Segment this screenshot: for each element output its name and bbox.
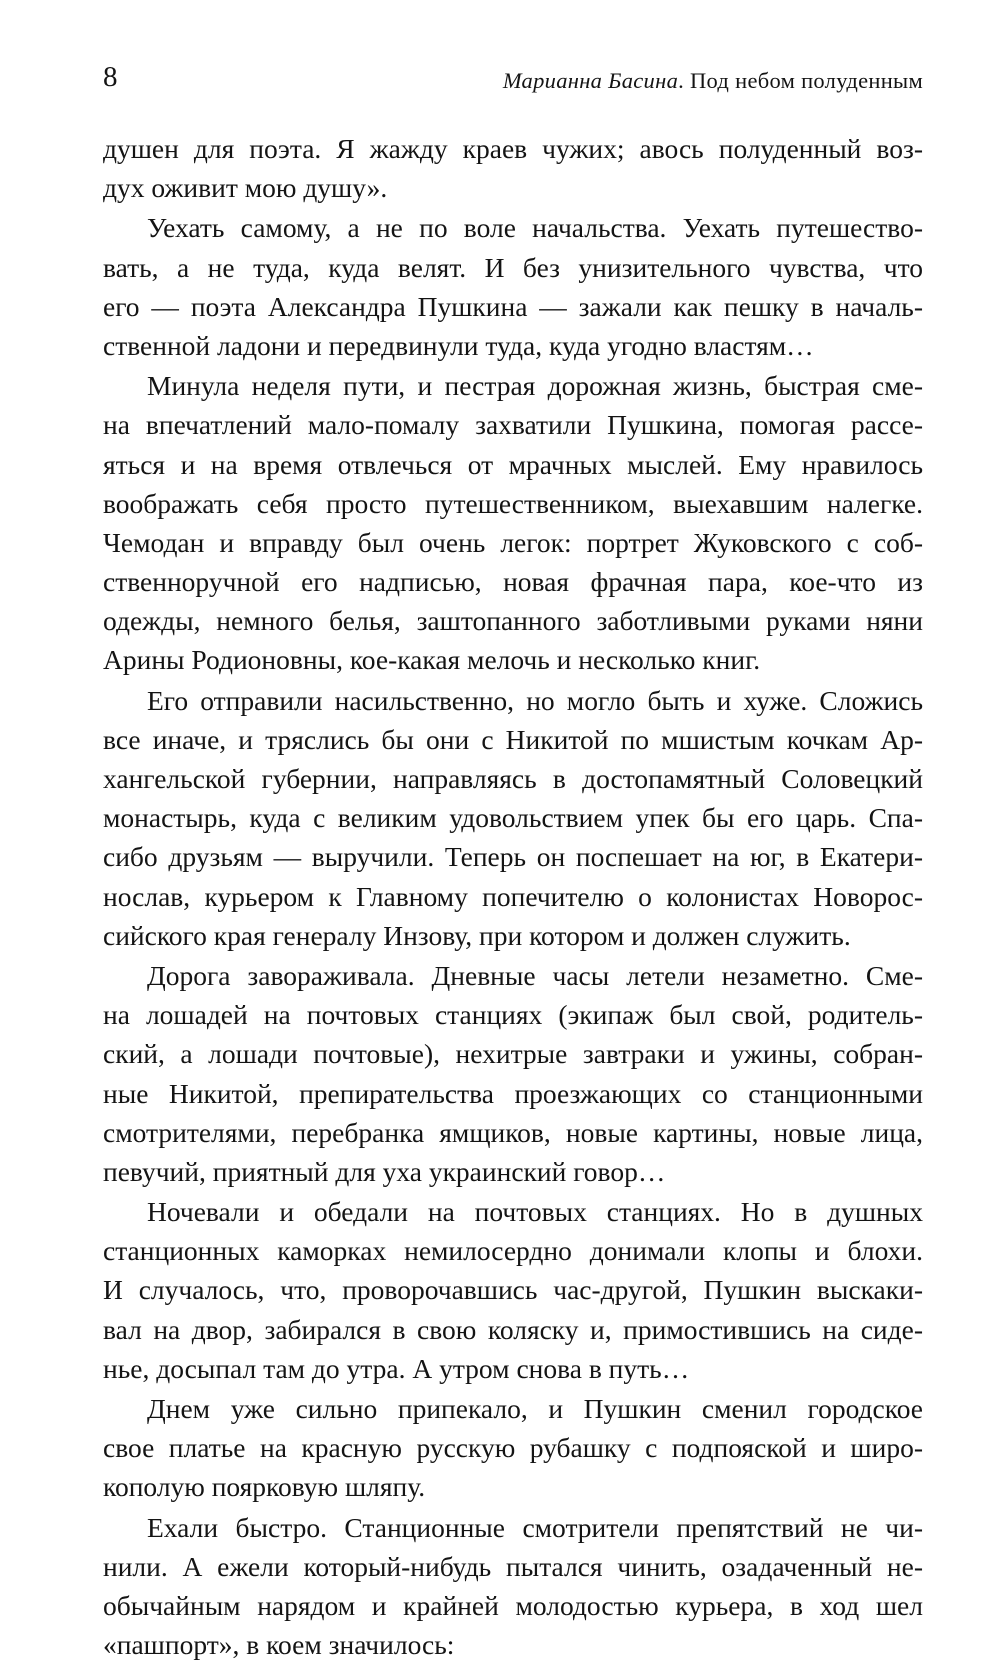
text-line: Чемодан и вправду был очень легок: портрет Жуковского с соб- xyxy=(103,526,923,558)
text-line: вал на двор, забирался в свою коляску и, примостившись на сиде- xyxy=(103,1313,923,1345)
text-line: Арины Родионовны, кое-какая мелочь и несколько книг. xyxy=(103,644,761,676)
text-line: ственной ладони и передвинули туда, куда угодно властям… xyxy=(103,329,814,361)
text-line: нослав, курьером к Главному попечителю о колонистах Новорос- xyxy=(103,880,923,912)
text-line: на впечатлений мало-помалу захватили Пушкина, помогая рассе- xyxy=(103,409,923,441)
text-line: Дорога завораживала. Дневные часы летели незаметно. Сме- xyxy=(147,959,923,991)
text-line: на лошадей на почтовых станциях (экипаж был свой, родитель- xyxy=(103,999,923,1031)
text-line: дух оживит мою душу». xyxy=(103,172,388,204)
paragraph xyxy=(103,366,923,680)
text-line: «пашпорт», в коем значилось: xyxy=(103,1629,455,1661)
text-line: станционных каморках немилосердно донимали клопы и блохи. xyxy=(103,1235,923,1267)
text-line: Уехать самому, а не по воле начальства. Уехать путешество- xyxy=(147,212,923,244)
paragraph xyxy=(103,129,923,207)
text-line: певучий, приятный для уха украинский говор… xyxy=(103,1155,666,1187)
text-line: одежды, немного белья, заштопанного заботливыми руками няни xyxy=(103,605,923,637)
running-head-separator: . xyxy=(678,68,690,93)
text-line: душен для поэта. Я жажду краев чужих; авось полуденный воз- xyxy=(103,133,923,164)
text-line: ные Никитой, препирательства проезжающих со станционными xyxy=(103,1077,923,1109)
text-line: кополую поярковую шляпу. xyxy=(103,1471,426,1503)
paragraph xyxy=(103,208,923,365)
text-line: яться и на время отвлечься от мрачных мыслей. Ему нравилось xyxy=(103,448,923,480)
paragraph xyxy=(103,1389,923,1507)
paragraph xyxy=(103,1192,923,1388)
text-line: ский, а лошади почтовые), нехитрые завтраки и ужины, собран- xyxy=(103,1038,923,1070)
paragraph xyxy=(103,1508,923,1664)
text-line: Ехали быстро. Станционные смотрители препятствий не чи- xyxy=(147,1511,923,1543)
page-number: 8 xyxy=(103,61,118,93)
text-line: свое платье на красную русскую рубашку с подпояской и широ- xyxy=(103,1432,923,1464)
text-line: нье, досыпал там до утра. А утром снова в путь… xyxy=(103,1352,690,1384)
body-text xyxy=(103,129,923,1664)
text-line: смотрителями, перебранка ямщиков, новые картины, новые лица, xyxy=(103,1116,923,1148)
text-line: сибо друзьям — выручили. Теперь он поспешает на юг, в Екатери- xyxy=(103,841,923,873)
text-line: Днем уже сильно припекало, и Пушкин сменил городское xyxy=(147,1393,923,1424)
text-line: Минула неделя пути, и пестрая дорожная жизнь, быстрая сме- xyxy=(147,370,923,402)
text-line: вать, а не туда, куда велят. И без унизительного чувства, что xyxy=(103,251,923,283)
page-header xyxy=(103,60,923,100)
text-line: обычайным нарядом и крайней молодостью курьера, в ход шел xyxy=(103,1589,923,1621)
paragraph xyxy=(103,956,923,1191)
text-line: Ночевали и обедали на почтовых станциях. Но в душных xyxy=(147,1196,923,1228)
running-head-author: Марианна Басина xyxy=(502,68,679,93)
text-line: ственноручной его надписью, новая фрачная пара, кое-что из xyxy=(103,566,923,598)
running-head-title: Под небом полуденным xyxy=(689,68,923,93)
running-head xyxy=(503,66,923,96)
text-line: воображать себя просто путешественником, выехавшим налегке. xyxy=(103,487,923,519)
text-line: все иначе, и тряслись бы они с Никитой по мшистым кочкам Ар- xyxy=(103,723,923,755)
text-line: нили. А ежели который-нибудь пытался чинить, озадаченный не- xyxy=(103,1550,923,1582)
paragraph xyxy=(103,681,923,955)
text-line: сийского края генералу Инзову, при котором и должен служить. xyxy=(103,919,851,951)
text-line: его — поэта Александра Пушкина — зажали как пешку в началь- xyxy=(103,290,923,322)
text-line: монастырь, куда с великим удовольствием упек бы его царь. Спа- xyxy=(103,802,923,834)
text-line: Его отправили насильственно, но могло быть и хуже. Сложись xyxy=(147,684,923,716)
text-line: хангельской губернии, направляясь в достопамятный Соловецкий xyxy=(103,763,923,794)
text-line: И случалось, что, проворочавшись час-другой, Пушкин выскаки- xyxy=(103,1274,923,1306)
